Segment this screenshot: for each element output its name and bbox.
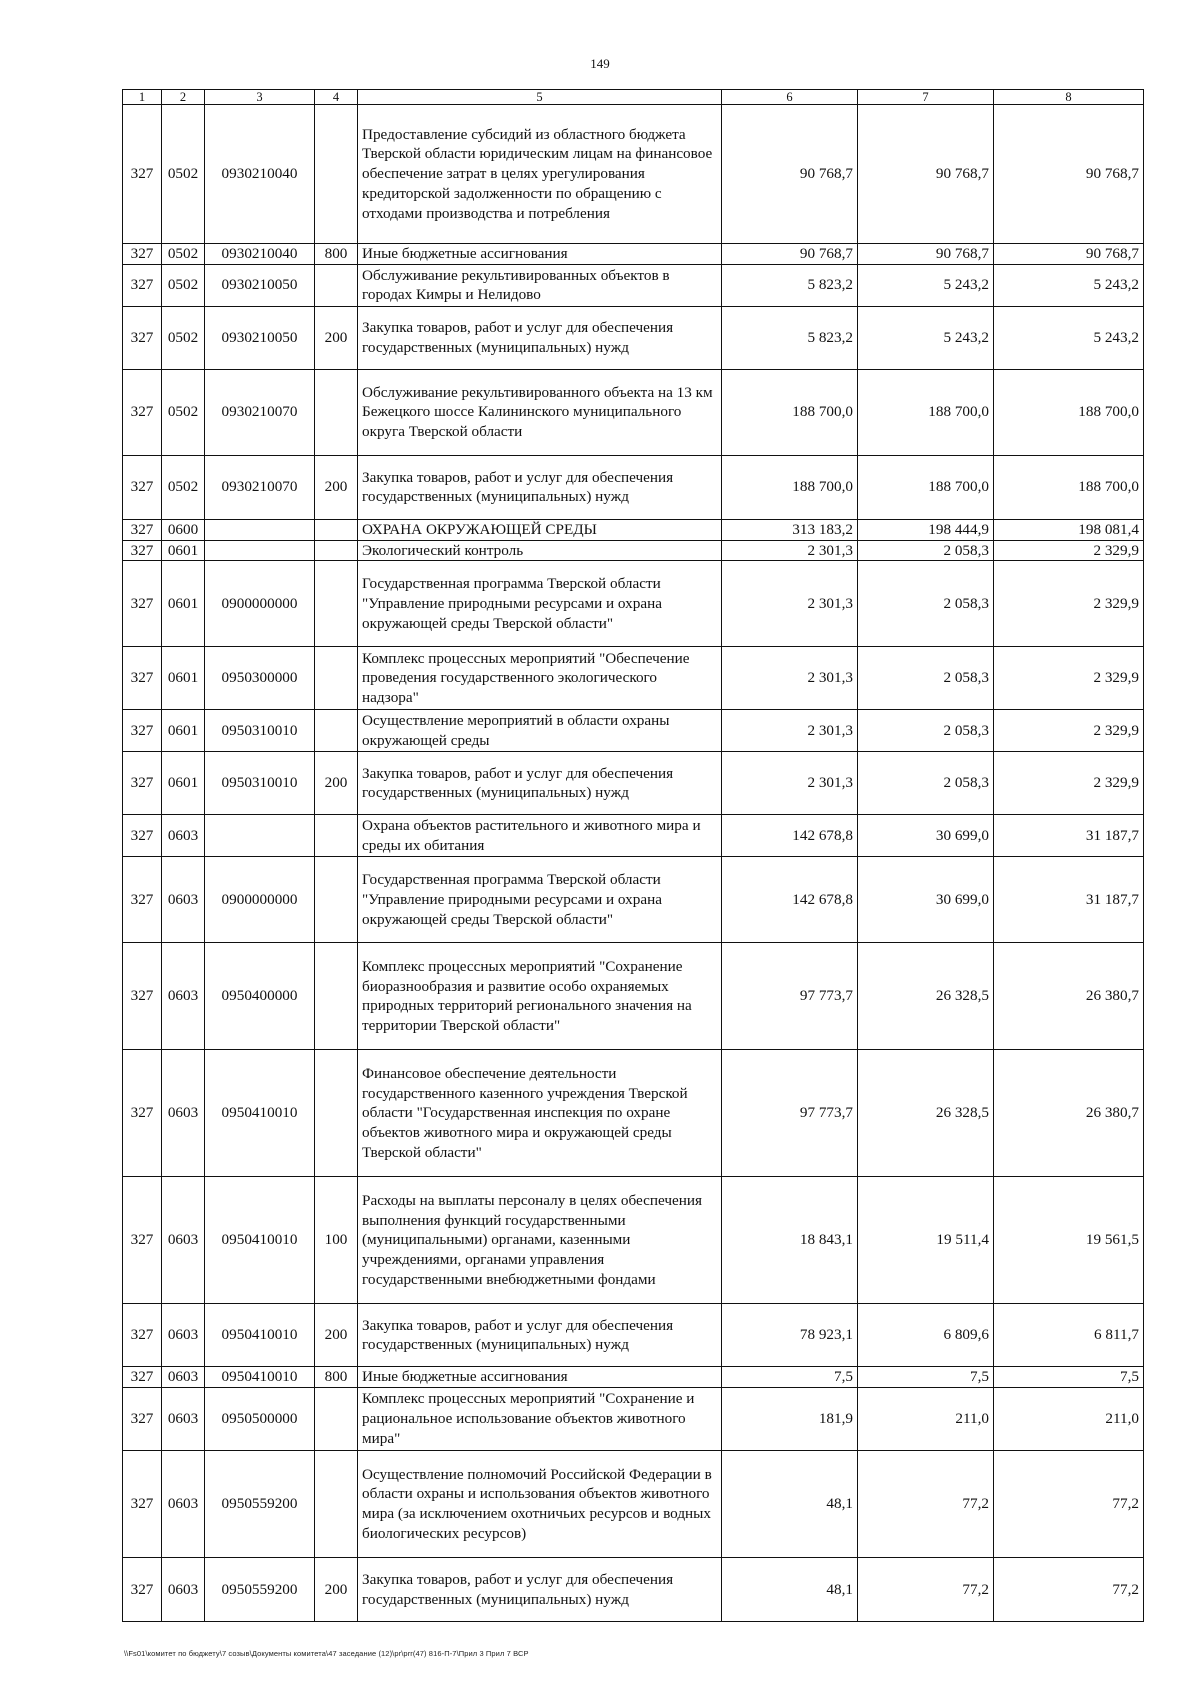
section-code-cell: 0502 — [162, 264, 205, 306]
amount-2024-cell: 2 301,3 — [722, 647, 858, 710]
ministry-code-cell: 327 — [123, 1451, 162, 1558]
table-row — [123, 1177, 1144, 1304]
amount-2026-cell: 90 768,7 — [994, 244, 1144, 265]
amount-2026-cell: 19 561,5 — [994, 1177, 1144, 1304]
expense-type-code-cell — [315, 105, 358, 244]
ministry-code-cell: 327 — [123, 815, 162, 857]
amount-2025-cell: 77,2 — [858, 1558, 994, 1622]
ministry-code-cell: 327 — [123, 1050, 162, 1177]
amount-2026-cell: 77,2 — [994, 1558, 1144, 1622]
amount-2026-cell: 77,2 — [994, 1451, 1144, 1558]
target-article-code-cell: 0930210070 — [205, 455, 315, 519]
ministry-code-cell: 327 — [123, 264, 162, 306]
table-row — [123, 1451, 1144, 1558]
amount-2025-cell: 26 328,5 — [858, 1050, 994, 1177]
ministry-code-cell: 327 — [123, 1304, 162, 1367]
column-header: 6 — [722, 90, 858, 105]
description-cell: Комплекс процессных мероприятий "Сохранение и рациональное использование объектов животного мира" — [358, 1388, 722, 1451]
amount-2024-cell: 18 843,1 — [722, 1177, 858, 1304]
amount-2025-cell: 30 699,0 — [858, 815, 994, 857]
amount-2024-cell: 181,9 — [722, 1388, 858, 1451]
description-cell: Иные бюджетные ассигнования — [358, 244, 722, 265]
target-article-code-cell: 0930210040 — [205, 244, 315, 265]
table-row — [123, 540, 1144, 561]
amount-2025-cell: 211,0 — [858, 1388, 994, 1451]
amount-2024-cell: 2 301,3 — [722, 710, 858, 752]
amount-2024-cell: 313 183,2 — [722, 519, 858, 540]
expense-type-code-cell: 200 — [315, 752, 358, 815]
amount-2024-cell: 2 301,3 — [722, 752, 858, 815]
amount-2025-cell: 26 328,5 — [858, 943, 994, 1050]
description-cell: Государственная программа Тверской области "Управление природными ресурсами и охрана окружающей среды Тверской области" — [358, 857, 722, 943]
amount-2026-cell: 188 700,0 — [994, 455, 1144, 519]
amount-2026-cell: 90 768,7 — [994, 105, 1144, 244]
description-cell: Государственная программа Тверской области "Управление природными ресурсами и охрана окружающей среды Тверской области" — [358, 561, 722, 647]
section-code-cell: 0603 — [162, 1177, 205, 1304]
section-code-cell: 0603 — [162, 1367, 205, 1388]
target-article-code-cell: 0930210050 — [205, 264, 315, 306]
column-header: 1 — [123, 90, 162, 105]
expense-type-code-cell: 200 — [315, 455, 358, 519]
amount-2024-cell: 78 923,1 — [722, 1304, 858, 1367]
table-row — [123, 105, 1144, 244]
amount-2025-cell: 90 768,7 — [858, 105, 994, 244]
description-cell: Комплекс процессных мероприятий "Обеспечение проведения государственного экологического надзора" — [358, 647, 722, 710]
target-article-code-cell — [205, 815, 315, 857]
table-row — [123, 1558, 1144, 1622]
section-code-cell: 0601 — [162, 561, 205, 647]
amount-2024-cell: 142 678,8 — [722, 815, 858, 857]
section-code-cell: 0502 — [162, 105, 205, 244]
amount-2024-cell: 188 700,0 — [722, 369, 858, 455]
column-header: 3 — [205, 90, 315, 105]
section-code-cell: 0603 — [162, 943, 205, 1050]
target-article-code-cell: 0950559200 — [205, 1451, 315, 1558]
amount-2025-cell: 2 058,3 — [858, 752, 994, 815]
description-cell: Предоставление субсидий из областного бюджета Тверской области юридическим лицам на финансовое обеспечение затрат в целях урегулирования кредиторской задолженности по обращению с отходами производства и потребления — [358, 105, 722, 244]
column-header: 7 — [858, 90, 994, 105]
ministry-code-cell: 327 — [123, 710, 162, 752]
amount-2024-cell: 5 823,2 — [722, 306, 858, 369]
ministry-code-cell: 327 — [123, 455, 162, 519]
amount-2024-cell: 97 773,7 — [722, 943, 858, 1050]
footer-file-path: \\Fs01\комитет по бюджету\7 созыв\Документы комитета\47 заседание (12)\pr\prr(47) 816-П-7\Прил 3 Прил 7 ВСР — [124, 1649, 529, 1658]
section-code-cell: 0600 — [162, 519, 205, 540]
amount-2025-cell: 5 243,2 — [858, 264, 994, 306]
description-cell: Иные бюджетные ассигнования — [358, 1367, 722, 1388]
table-row — [123, 815, 1144, 857]
target-article-code-cell: 0900000000 — [205, 857, 315, 943]
amount-2026-cell: 2 329,9 — [994, 752, 1144, 815]
table-row — [123, 710, 1144, 752]
description-cell: Закупка товаров, работ и услуг для обеспечения государственных (муниципальных) нужд — [358, 306, 722, 369]
amount-2024-cell: 48,1 — [722, 1558, 858, 1622]
amount-2026-cell: 5 243,2 — [994, 264, 1144, 306]
amount-2025-cell: 5 243,2 — [858, 306, 994, 369]
description-cell: Комплекс процессных мероприятий "Сохранение биоразнообразия и развитие особо охраняемых природных территорий регионального значения на территории Тверской области" — [358, 943, 722, 1050]
budget-table — [122, 89, 1144, 1622]
expense-type-code-cell: 200 — [315, 1304, 358, 1367]
target-article-code-cell: 0950500000 — [205, 1388, 315, 1451]
section-code-cell: 0603 — [162, 1050, 205, 1177]
target-article-code-cell: 0950410010 — [205, 1304, 315, 1367]
target-article-code-cell: 0950410010 — [205, 1367, 315, 1388]
amount-2026-cell: 6 811,7 — [994, 1304, 1144, 1367]
amount-2025-cell: 2 058,3 — [858, 710, 994, 752]
section-code-cell: 0603 — [162, 1451, 205, 1558]
section-code-cell: 0603 — [162, 857, 205, 943]
description-cell: Закупка товаров, работ и услуг для обеспечения государственных (муниципальных) нужд — [358, 1558, 722, 1622]
expense-type-code-cell — [315, 943, 358, 1050]
expense-type-code-cell — [315, 369, 358, 455]
ministry-code-cell: 327 — [123, 561, 162, 647]
target-article-code-cell: 0950410010 — [205, 1050, 315, 1177]
section-code-cell: 0502 — [162, 244, 205, 265]
table-row — [123, 369, 1144, 455]
amount-2025-cell: 90 768,7 — [858, 244, 994, 265]
target-article-code-cell — [205, 540, 315, 561]
ministry-code-cell: 327 — [123, 519, 162, 540]
target-article-code-cell: 0930210070 — [205, 369, 315, 455]
amount-2024-cell: 90 768,7 — [722, 105, 858, 244]
amount-2025-cell: 19 511,4 — [858, 1177, 994, 1304]
amount-2026-cell: 7,5 — [994, 1367, 1144, 1388]
ministry-code-cell: 327 — [123, 1367, 162, 1388]
amount-2026-cell: 2 329,9 — [994, 710, 1144, 752]
amount-2025-cell: 7,5 — [858, 1367, 994, 1388]
ministry-code-cell: 327 — [123, 647, 162, 710]
column-header: 8 — [994, 90, 1144, 105]
ministry-code-cell: 327 — [123, 244, 162, 265]
table-row — [123, 561, 1144, 647]
amount-2026-cell: 26 380,7 — [994, 943, 1144, 1050]
amount-2026-cell: 198 081,4 — [994, 519, 1144, 540]
expense-type-code-cell — [315, 519, 358, 540]
amount-2026-cell: 31 187,7 — [994, 815, 1144, 857]
expense-type-code-cell — [315, 264, 358, 306]
table-row — [123, 857, 1144, 943]
expense-type-code-cell: 200 — [315, 306, 358, 369]
expense-type-code-cell — [315, 1388, 358, 1451]
amount-2024-cell: 48,1 — [722, 1451, 858, 1558]
amount-2024-cell: 188 700,0 — [722, 455, 858, 519]
table-row — [123, 264, 1144, 306]
description-cell: Охрана объектов растительного и животного мира и среды их обитания — [358, 815, 722, 857]
table-row — [123, 244, 1144, 265]
target-article-code-cell: 0950400000 — [205, 943, 315, 1050]
column-header: 2 — [162, 90, 205, 105]
expense-type-code-cell — [315, 540, 358, 561]
expense-type-code-cell — [315, 815, 358, 857]
ministry-code-cell: 327 — [123, 369, 162, 455]
table-row — [123, 1304, 1144, 1367]
amount-2025-cell: 188 700,0 — [858, 369, 994, 455]
description-cell: ОХРАНА ОКРУЖАЮЩЕЙ СРЕДЫ — [358, 519, 722, 540]
column-header: 4 — [315, 90, 358, 105]
target-article-code-cell: 0950410010 — [205, 1177, 315, 1304]
section-code-cell: 0601 — [162, 540, 205, 561]
expense-type-code-cell: 800 — [315, 244, 358, 265]
expense-type-code-cell: 800 — [315, 1367, 358, 1388]
target-article-code-cell: 0950310010 — [205, 752, 315, 815]
section-code-cell: 0603 — [162, 1558, 205, 1622]
section-code-cell: 0502 — [162, 455, 205, 519]
expense-type-code-cell — [315, 710, 358, 752]
amount-2025-cell: 30 699,0 — [858, 857, 994, 943]
amount-2026-cell: 2 329,9 — [994, 561, 1144, 647]
expense-type-code-cell: 100 — [315, 1177, 358, 1304]
amount-2026-cell: 26 380,7 — [994, 1050, 1144, 1177]
amount-2026-cell: 2 329,9 — [994, 647, 1144, 710]
amount-2026-cell: 211,0 — [994, 1388, 1144, 1451]
ministry-code-cell: 327 — [123, 943, 162, 1050]
page-number: 149 — [590, 56, 610, 71]
description-cell: Расходы на выплаты персоналу в целях обеспечения выполнения функций государственными (муниципальными) органами, казенными учреждениями, органами управления государственными внебюджетными фондами — [358, 1177, 722, 1304]
amount-2026-cell: 5 243,2 — [994, 306, 1144, 369]
section-code-cell: 0601 — [162, 710, 205, 752]
amount-2025-cell: 198 444,9 — [858, 519, 994, 540]
target-article-code-cell: 0950300000 — [205, 647, 315, 710]
table-row — [123, 943, 1144, 1050]
section-code-cell: 0502 — [162, 369, 205, 455]
description-cell: Экологический контроль — [358, 540, 722, 561]
description-cell: Обслуживание рекультивированного объекта на 13 км Бежецкого шоссе Калининского муниципального округа Тверской области — [358, 369, 722, 455]
target-article-code-cell: 0930210050 — [205, 306, 315, 369]
expense-type-code-cell — [315, 1050, 358, 1177]
expense-type-code-cell — [315, 647, 358, 710]
target-article-code-cell: 0950559200 — [205, 1558, 315, 1622]
ministry-code-cell: 327 — [123, 1177, 162, 1304]
amount-2025-cell: 77,2 — [858, 1451, 994, 1558]
table-row — [123, 519, 1144, 540]
expense-type-code-cell: 200 — [315, 1558, 358, 1622]
amount-2024-cell: 97 773,7 — [722, 1050, 858, 1177]
table-row — [123, 455, 1144, 519]
target-article-code-cell: 0950310010 — [205, 710, 315, 752]
description-cell: Обслуживание рекультивированных объектов в городах Кимры и Нелидово — [358, 264, 722, 306]
expense-type-code-cell — [315, 857, 358, 943]
amount-2024-cell: 7,5 — [722, 1367, 858, 1388]
table-row — [123, 752, 1144, 815]
amount-2026-cell: 31 187,7 — [994, 857, 1144, 943]
amount-2025-cell: 2 058,3 — [858, 647, 994, 710]
ministry-code-cell: 327 — [123, 1388, 162, 1451]
ministry-code-cell: 327 — [123, 1558, 162, 1622]
ministry-code-cell: 327 — [123, 857, 162, 943]
table-row — [123, 306, 1144, 369]
ministry-code-cell: 327 — [123, 540, 162, 561]
table-row — [123, 647, 1144, 710]
expense-type-code-cell — [315, 1451, 358, 1558]
target-article-code-cell: 0930210040 — [205, 105, 315, 244]
amount-2024-cell: 2 301,3 — [722, 561, 858, 647]
amount-2025-cell: 2 058,3 — [858, 540, 994, 561]
description-cell: Финансовое обеспечение деятельности государственного казенного учреждения Тверской области "Государственная инспекция по охране объектов животного мира и окружающей среды Тверской области" — [358, 1050, 722, 1177]
amount-2025-cell: 188 700,0 — [858, 455, 994, 519]
ministry-code-cell: 327 — [123, 306, 162, 369]
amount-2026-cell: 2 329,9 — [994, 540, 1144, 561]
description-cell: Закупка товаров, работ и услуг для обеспечения государственных (муниципальных) нужд — [358, 1304, 722, 1367]
description-cell: Закупка товаров, работ и услуг для обеспечения государственных (муниципальных) нужд — [358, 752, 722, 815]
amount-2024-cell: 5 823,2 — [722, 264, 858, 306]
ministry-code-cell: 327 — [123, 105, 162, 244]
section-code-cell: 0603 — [162, 815, 205, 857]
target-article-code-cell: 0900000000 — [205, 561, 315, 647]
section-code-cell: 0502 — [162, 306, 205, 369]
column-header-row — [123, 90, 1144, 105]
column-header: 5 — [358, 90, 722, 105]
target-article-code-cell — [205, 519, 315, 540]
section-code-cell: 0603 — [162, 1388, 205, 1451]
table-row — [123, 1388, 1144, 1451]
table-row — [123, 1050, 1144, 1177]
amount-2024-cell: 142 678,8 — [722, 857, 858, 943]
description-cell: Закупка товаров, работ и услуг для обеспечения государственных (муниципальных) нужд — [358, 455, 722, 519]
expense-type-code-cell — [315, 561, 358, 647]
amount-2024-cell: 90 768,7 — [722, 244, 858, 265]
section-code-cell: 0601 — [162, 647, 205, 710]
amount-2025-cell: 2 058,3 — [858, 561, 994, 647]
ministry-code-cell: 327 — [123, 752, 162, 815]
section-code-cell: 0603 — [162, 1304, 205, 1367]
description-cell: Осуществление мероприятий в области охраны окружающей среды — [358, 710, 722, 752]
amount-2026-cell: 188 700,0 — [994, 369, 1144, 455]
amount-2024-cell: 2 301,3 — [722, 540, 858, 561]
section-code-cell: 0601 — [162, 752, 205, 815]
table-row — [123, 1367, 1144, 1388]
description-cell: Осуществление полномочий Российской Федерации в области охраны и использования объектов животного мира (за исключением охотничьих ресурсов и водных биологических ресурсов) — [358, 1451, 722, 1558]
amount-2025-cell: 6 809,6 — [858, 1304, 994, 1367]
